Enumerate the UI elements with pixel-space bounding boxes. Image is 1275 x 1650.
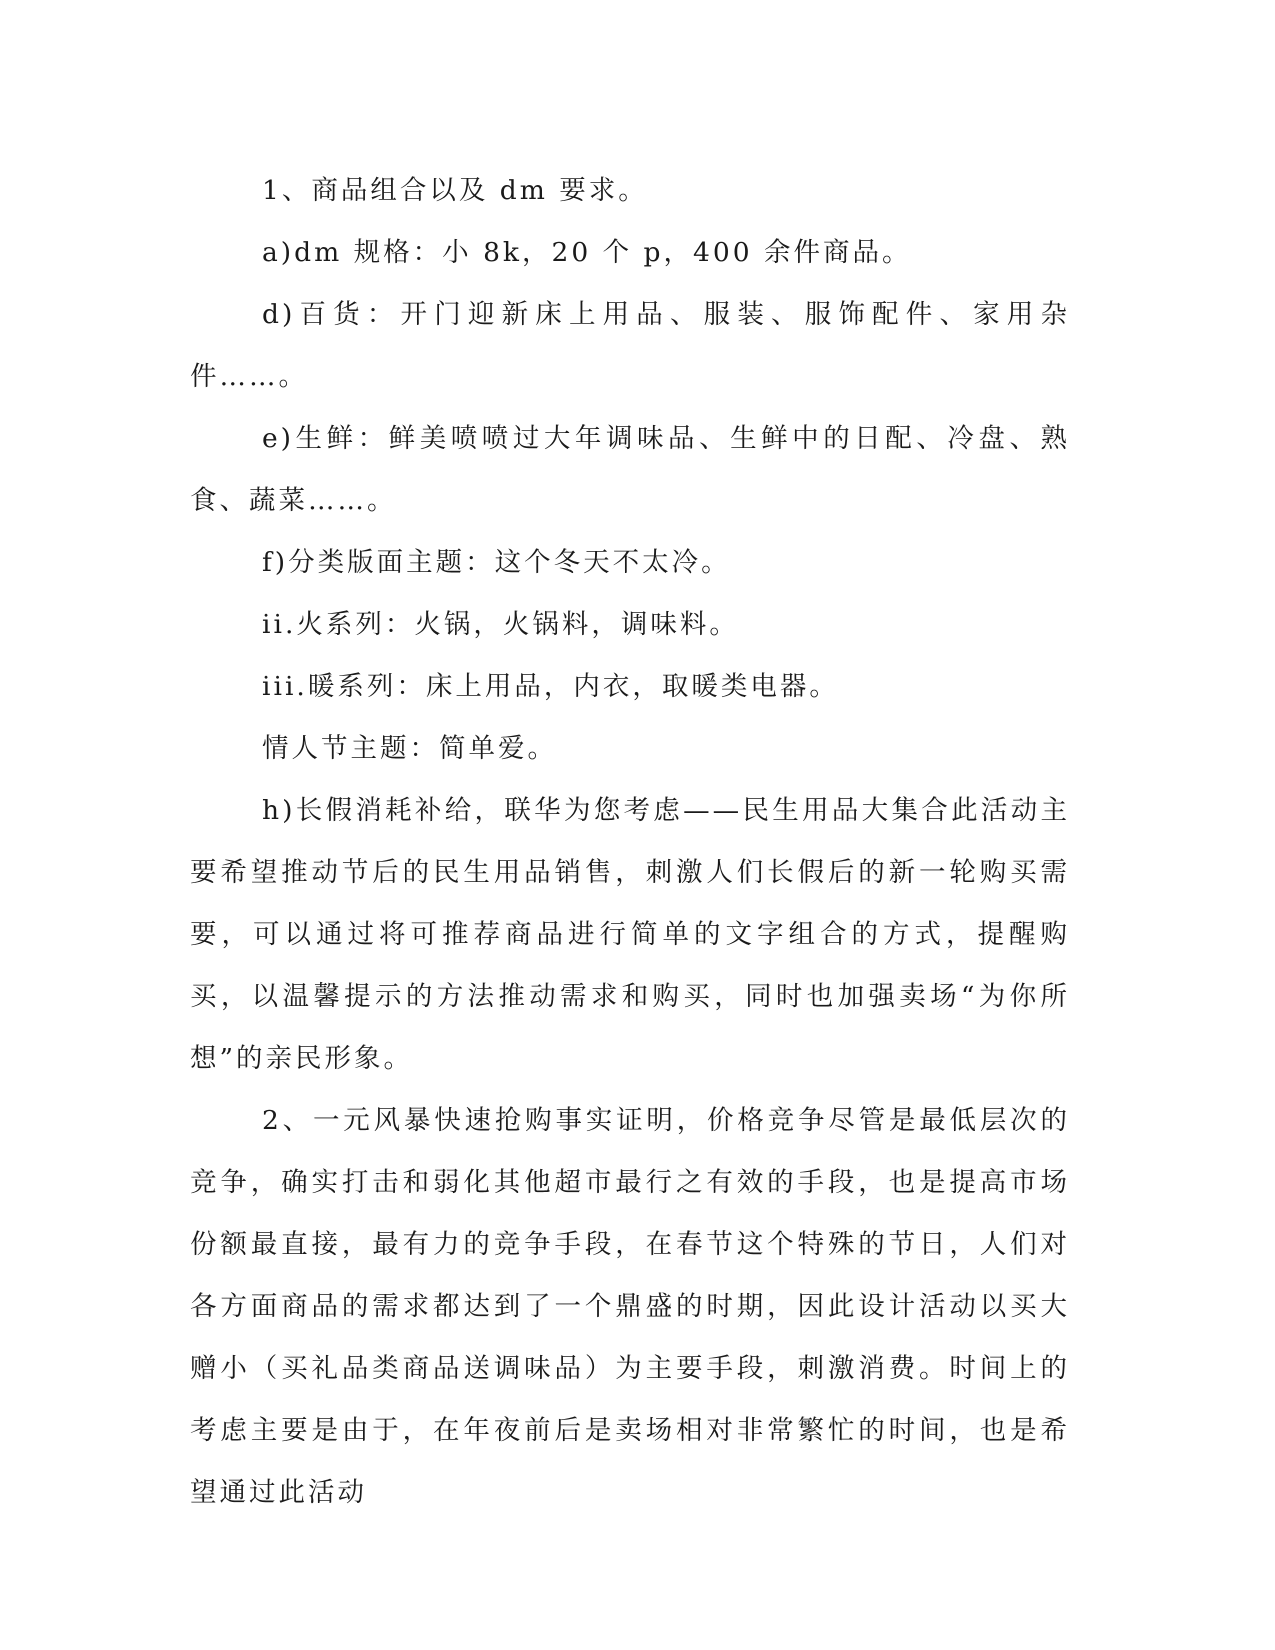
paragraph-item-ii: ii.火系列：火锅，火锅料，调味料。 — [262, 609, 739, 640]
paragraph-item-f: f)分类版面主题：这个冬天不太冷。 — [262, 547, 731, 578]
document-body — [190, 160, 1070, 1524]
paragraph-item-iii: iii.暖系列：床上用品，内衣，取暖类电器。 — [262, 671, 839, 702]
paragraph-item-d: d)百货：开门迎新床上用品、服装、服饰配件、家用杂件……。 — [190, 299, 1070, 392]
paragraph-item-1: 1、商品组合以及 dm 要求。 — [262, 175, 648, 206]
paragraph-item-e: e)生鲜：鲜美喷喷过大年调味品、生鲜中的日配、冷盘、熟食、蔬菜……。 — [190, 423, 1070, 516]
paragraph-item-h: h)长假消耗补给，联华为您考虑——民生用品大集合此活动主要希望推动节后的民生用品销售，刺激人们长假后的新一轮购买需要，可以通过将可推荐商品进行简单的文字组合的方式，提醒购买，以温馨提示的方法推动需求和购买，同时也加强卖场“为你所想”的亲民形象。 — [190, 795, 1070, 1074]
paragraph-item-a: a)dm 规格：小 8k，20 个 p，400 余件商品。 — [262, 237, 912, 268]
paragraph-valentine-theme: 情人节主题：简单爱。 — [262, 733, 557, 764]
paragraph-item-2: 2、一元风暴快速抢购事实证明，价格竞争尽管是最低层次的竞争，确实打击和弱化其他超市最行之有效的手段，也是提高市场份额最直接，最有力的竞争手段，在春节这个特殊的节日，人们对各方面商品的需求都达到了一个鼎盛的时期，因此设计活动以买大赠小（买礼品类商品送调味品）为主要手段，刺激消费。时间上的考虑主要是由于，在年夜前后是卖场相对非常繁忙的时间，也是希望通过此活动 — [190, 1105, 1070, 1508]
